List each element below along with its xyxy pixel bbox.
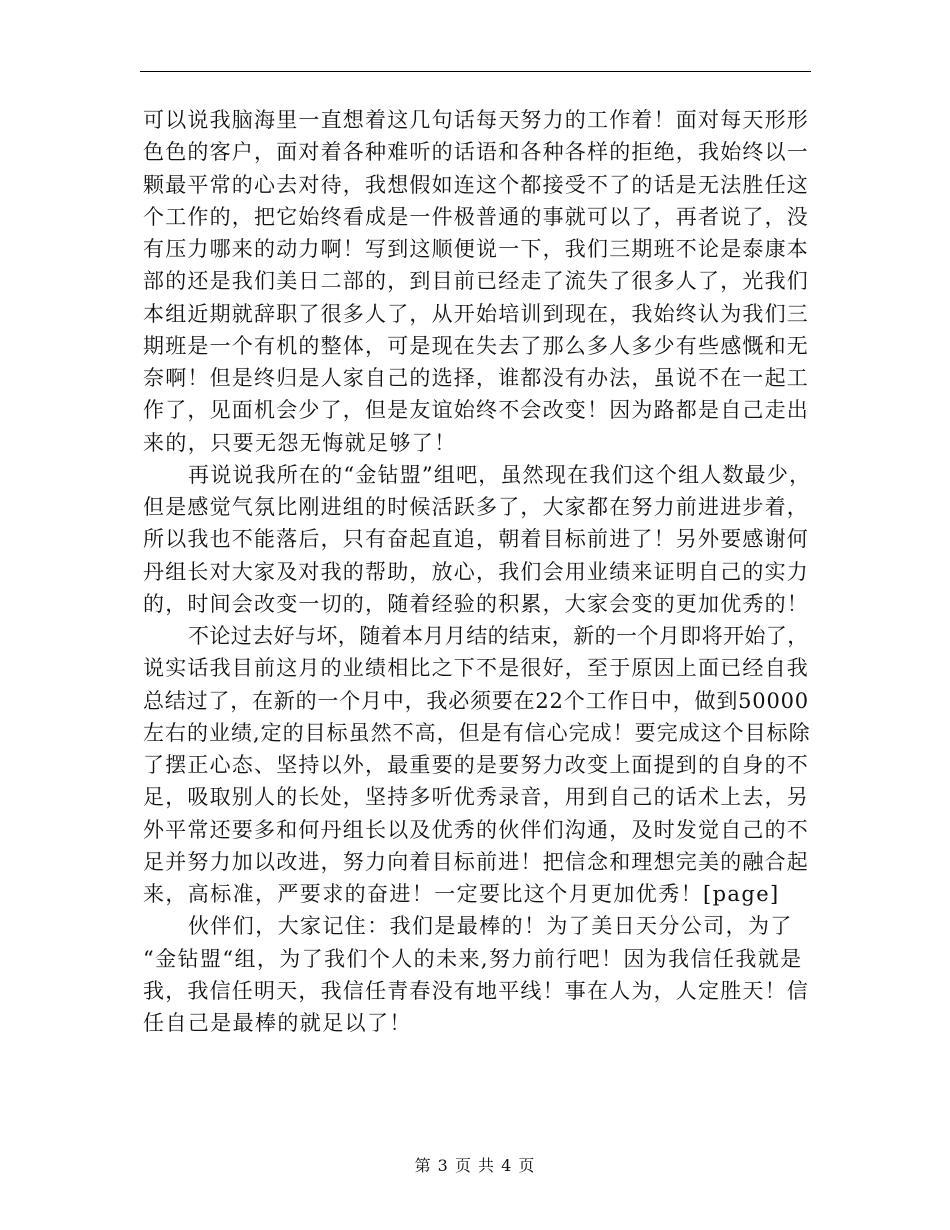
text-line: 奈啊！但是终归是人家自己的选择，谁都没有办法，虽说不在一起工 [143,366,809,390]
text-line: 本组近期就辞职了很多人了，从开始培训到现在，我始终认为我们三 [143,301,809,326]
text-line: 来，高标准，严要求的奋进！一定要比这个月更加优秀！[page] [143,882,780,906]
text-line: 足并努力加以改进，努力向着目标前进！把信念和理想完美的融合起 [143,849,809,874]
text-line: 但是感觉气氛比刚进组的时候活跃多了，大家都在努力前进进步着， [143,495,809,519]
page-number-footer: 第 3 页 共 4 页 [414,1156,536,1175]
text-line: 部的还是我们美日二部的，到目前已经走了流失了很多人了，光我们 [143,269,809,294]
text-line: 来的，只要无怨无悔就足够了！ [143,430,457,455]
text-line: 不论过去好与坏，随着本月月结的结束，新的一个月即将开始了， [188,624,809,648]
text-line: 任自己是最棒的就足以了！ [143,1011,412,1035]
text-line: 的，时间会改变一切的，随着经验的积累，大家会变的更加优秀的！ [143,591,809,616]
text-line: 颗最平常的心去对待，我想假如连这个都接受不了的话是无法胜任这 [143,172,809,197]
text-line: 可以说我脑海里一直想着这几句话每天努力的工作着！面对每天形形 [143,108,809,132]
text-line: 再说说我所在的“金钻盟”组吧，虽然现在我们这个组人数最少， [188,462,812,487]
paragraph-4 [143,910,811,1039]
text-line: “金钻盟“组，为了我们个人的未来,努力前行吧！因为我信任我就是 [143,946,803,971]
document-body [143,104,811,1039]
text-line: 期班是一个有机的整体，可是现在失去了那么多人多少有些感慨和无 [143,333,809,358]
text-line: 个工作的，把它始终看成是一件极普通的事就可以了，再者说了，没 [143,204,809,229]
text-line: 有压力哪来的动力啊！写到这顺便说一下，我们三期班不论是泰康本 [143,237,809,261]
paragraph-3 [143,620,811,910]
text-line: 足，吸取别人的长处，坚持多听优秀录音，用到自己的话术上去，另 [143,785,809,810]
text-line: 了摆正心态、坚持以外，最重要的是要努力改变上面提到的自身的不 [143,753,809,777]
text-line: 总结过了，在新的一个月中，我必须要在22个工作日中，做到50000 [143,688,809,713]
text-line: 伙伴们，大家记住：我们是最棒的！为了美日天分公司，为了 [188,914,793,939]
text-line: 色色的客户，面对着各种难听的话语和各种各样的拒绝，我始终以一 [143,140,809,165]
header-rule [140,71,811,72]
paragraph-1 [143,104,811,459]
text-line: 左右的业绩,定的目标虽然不高，但是有信心完成！要完成这个目标除 [143,720,811,745]
text-line: 外平常还要多和何丹组长以及优秀的伙伴们沟通，及时发觉自己的不 [143,817,809,842]
text-line: 所以我也不能落后，只有奋起直追，朝着目标前进了！另外要感谢何 [143,527,809,552]
paragraph-2 [143,459,811,620]
text-line: 我，我信任明天，我信任青春没有地平线！事在人为，人定胜天！信 [143,978,809,1003]
text-line: 说实话我目前这月的业绩相比之下不是很好，至于原因上面已经自我 [143,656,809,681]
text-line: 丹组长对大家及对我的帮助，放心，我们会用业绩来证明自己的实力 [143,559,809,584]
text-line: 作了，见面机会少了，但是友谊始终不会改变！因为路都是自己走出 [143,398,809,423]
